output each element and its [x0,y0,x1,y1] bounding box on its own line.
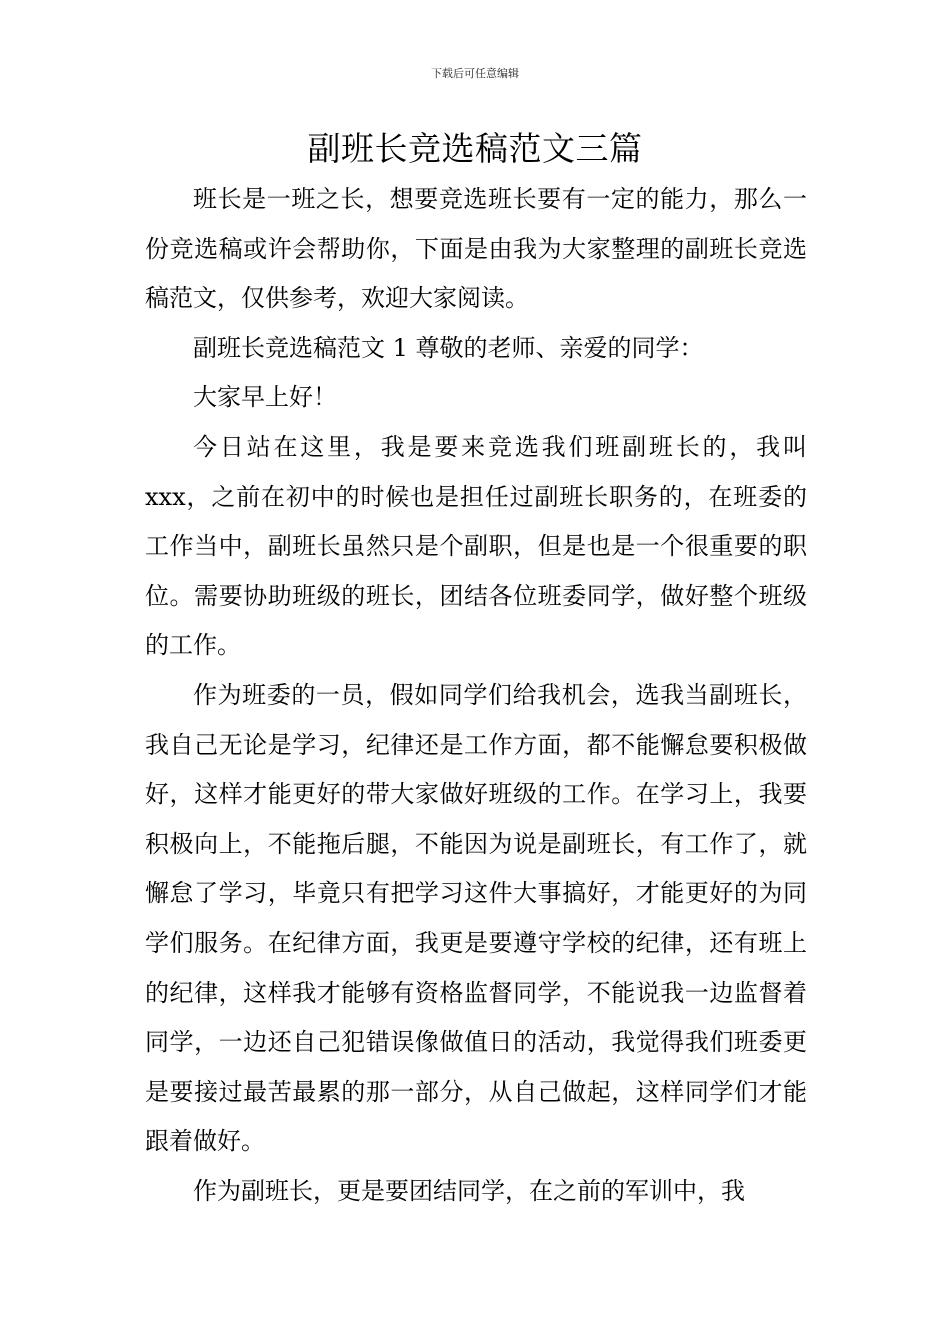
document-title: 副班长竞选稿范文三篇 [307,129,643,168]
paragraph-commitment: 作为班委的一员，假如同学们给我机会，选我当副班长，我自己无论是学习，纪律还是工作方面，都不能懈怠要积极做好，这样才能更好的带大家做好班级的工作。在学习上，我要积极向上，不能拖后腿，不能因为说是副班长，有工作了，就懈怠了学习，毕竟只有把学习这件大事搞好，才能更好的为同学们服务。在纪律方面，我更是要遵守学校的纪律，还有班上的纪律，这样我才能够有资格监督同学，不能说我一边监督着同学，一边还自己犯错误像做值日的活动，我觉得我们班委更是要接过最苦最累的那一部分，从自己做起，这样同学们才能跟着做好。 [145,680,807,1156]
paragraph-sample-heading: 副班长竞选稿范文 1 尊敬的老师、亲爱的同学： [193,333,704,362]
paragraph-intro: 班长是一班之长，想要竞选班长要有一定的能力，那么一份竞选稿或许会帮助你，下面是由我为大家整理的副班长竞选稿范文，仅供参考，欢迎大家阅读。 [145,185,807,313]
paragraph-self-introduction: 今日站在这里，我是要来竞选我们班副班长的，我叫xxx，之前在初中的时候也是担任过副班长职务的，在班委的工作当中，副班长虽然只是个副职，但是也是一个很重要的职位。需要协助班级的班长，团结各位班委同学，做好整个班级的工作。 [145,432,807,660]
document-body [145,175,807,1216]
paragraph-greeting: 大家早上好！ [193,383,337,412]
header-note: 下载后可任意编辑 [431,67,519,80]
paragraph-unity: 作为副班长，更是要团结同学，在之前的军训中，我 [193,1176,745,1205]
